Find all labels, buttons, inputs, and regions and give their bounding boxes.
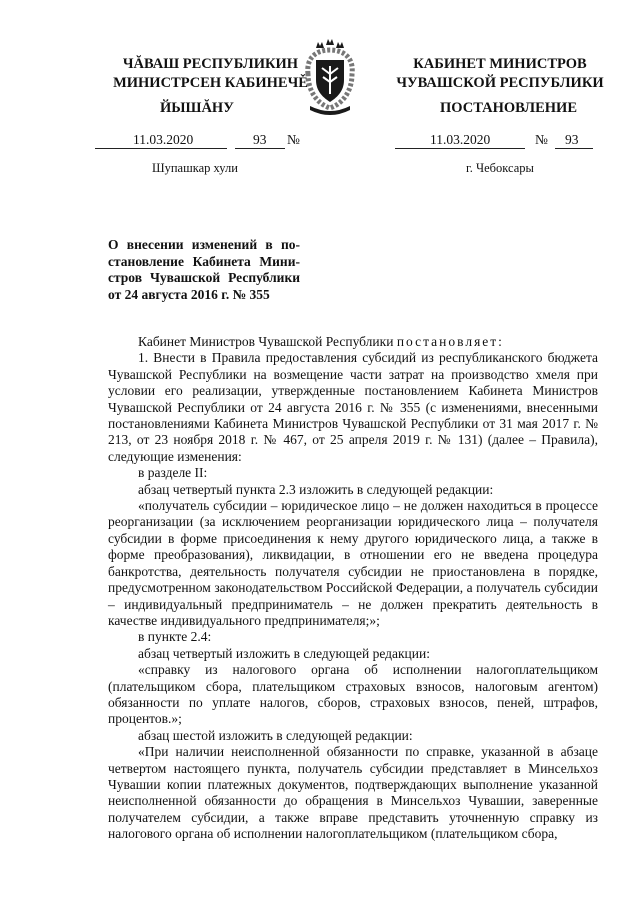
- intro-verb: постановляет:: [396, 334, 504, 349]
- doctype-left: ЙЫШĂНУ: [160, 100, 234, 116]
- body-paragraph: «получатель субсидии – юридическое лицо – не должен находиться в процессе реорганизации (за исключением реорганизации юридического лица – получателя субсидии в форме присоединения к нему другого юридического лица, а также в форме преобразования), ликвидации, в отношении его не введена процедура банкротства, деятельность получателя субсидии не приостановлена в порядке, предусмотренном законодательством Российской Федерации, а получатель субсидии – индивидуальный предприниматель – не должен прекратить деятельность в качестве индивидуального предпринимателя;»;: [108, 498, 598, 628]
- place-left: Шупашкар хули: [152, 161, 238, 175]
- subject-line: О внесении изменений в по-: [108, 237, 300, 252]
- subject-line: стров Чувашской Республики: [108, 270, 300, 285]
- subject-line: становление Кабинета Мини-: [108, 253, 300, 269]
- body-paragraph: в разделе II:: [138, 465, 208, 481]
- number-sign-left: №: [287, 132, 300, 147]
- body-intro: [108, 334, 598, 350]
- body-paragraph: «справку из налогового органа об исполнении налогоплательщиком (плательщиком сбора, плательщиком страховых взносов, налоговым агентом) обязанности по уплате налогов, сборов, страховых взносов, пеней, штрафов, процентов.»;: [108, 662, 598, 727]
- body-paragraph: «При наличии неисполненной обязанности по справке, указанной в абзаце четвертом настоящего пункта, получатель субсидии представляет в Минсельхоз Чувашии копии платежных документов, подтверждающих выполнение указанной неисполненной обязанности до обращения в Минсельхоз Чувашии, заверенные получателем субсидии, а также вправе представить уточненную справку из налогового органа об исполнении налогоплательщиком (плательщиком сбора,: [108, 744, 598, 842]
- number-sign-right: №: [535, 132, 548, 147]
- body-paragraph: абзац четвертый изложить в следующей редакции:: [138, 645, 430, 661]
- header-right-line2: ЧУВАШСКОЙ РЕСПУБЛИКИ: [396, 75, 604, 91]
- date-right: 11.03.2020: [430, 132, 491, 147]
- registration-right: [395, 130, 620, 150]
- document-subject: [108, 237, 300, 303]
- body-paragraph: абзац шестой изложить в следующей редакции:: [138, 727, 413, 743]
- registration-left: [95, 130, 310, 150]
- date-left: 11.03.2020: [133, 132, 194, 147]
- subject-line: от 24 августа 2016 г. № 355: [108, 286, 270, 302]
- body-paragraph: абзац четвертый пункта 2.3 изложить в следующей редакции:: [138, 481, 494, 497]
- place-right: г. Чебоксары: [466, 161, 534, 175]
- header-left-line2: МИНИСТРСЕН КАБИНЕЧĚ: [113, 75, 308, 91]
- header-left-org: [108, 55, 313, 93]
- document-body: [108, 334, 598, 843]
- header-right-org: [385, 55, 615, 93]
- coat-of-arms-icon: [296, 36, 364, 116]
- body-paragraph: 1. Внести в Правила предоставления субсидий из республиканского бюджета Чувашской Республики на возмещение части затрат на производство хмеля при условии его реализации, утвержденные постановлением Кабинета Министров Чувашской Республики от 24 августа 2016 г. № 355 (с изменениями, внесенными постановлениями Кабинета Министров Чувашской Республики от 31 мая 2017 г. № 213, от 23 ноября 2018 г. № 467, от 25 апреля 2019 г. № 131) (далее – Правила), следующие изменения:: [108, 350, 598, 464]
- header-right-line1: КАБИНЕТ МИНИСТРОВ: [413, 56, 587, 72]
- coat-of-arms-svg: [296, 36, 364, 116]
- number-left: 93: [253, 132, 267, 147]
- header-left-line1: ЧĂВАШ РЕСПУБЛИКИН: [122, 56, 299, 72]
- intro-text: Кабинет Министров Чувашской Республики: [138, 334, 394, 349]
- body-paragraph: в пункте 2.4:: [138, 629, 212, 645]
- number-right: 93: [565, 132, 579, 147]
- doctype-right: ПОСТАНОВЛЕНИЕ: [440, 100, 578, 116]
